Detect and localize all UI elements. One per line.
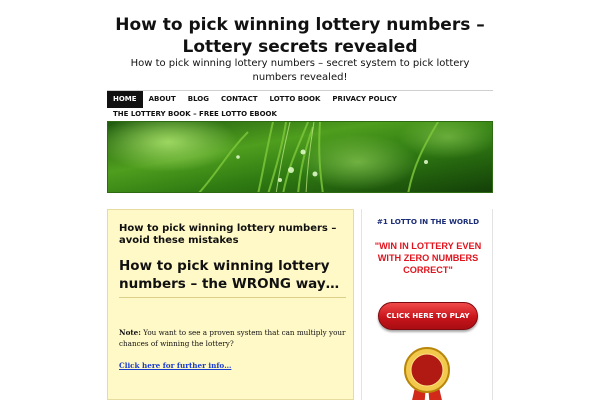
post-heading: How to pick winning lottery numbers – the WRONG way…	[119, 258, 340, 292]
note-label: Note:	[119, 328, 141, 337]
sidebar-ad	[361, 209, 493, 400]
nav-item-about[interactable]: ABOUT	[148, 95, 176, 103]
nav-item-lotto-book[interactable]: LOTTO BOOK	[269, 95, 321, 103]
secure-seal-icon	[402, 345, 452, 400]
site-title[interactable]: How to pick winning lottery numbers – Lottery secrets revealed	[115, 15, 485, 57]
sidebar-title: #1 LOTTO IN THE WORLD	[376, 217, 480, 226]
sidebar-tagline: "WIN IN LOTTERY EVEN WITH ZERO NUMBERS CORRECT"	[374, 241, 482, 275]
main-nav	[107, 90, 493, 122]
nav-item-contact[interactable]: CONTACT	[220, 95, 258, 103]
nav-row-secondary	[107, 108, 493, 122]
further-info-link[interactable]: Click here for further info…	[119, 361, 232, 370]
nav-item-privacy-policy[interactable]: PRIVACY POLICY	[332, 95, 397, 103]
header-banner-image	[107, 121, 493, 193]
page	[107, 0, 493, 400]
note-text: You want to see a proven system that can multiply your chances of winning the lottery?	[119, 328, 346, 348]
site-description: How to pick winning lottery numbers – secret system to pick lottery numbers revealed!	[130, 58, 470, 83]
divider	[119, 297, 346, 298]
grass-photo	[108, 122, 493, 193]
nav-item-home[interactable]: HOME	[107, 91, 143, 108]
nav-item-lottery-book[interactable]: THE LOTTERY BOOK – FREE LOTTO EBOOK	[113, 110, 277, 118]
post-content	[107, 209, 354, 400]
post-note	[119, 327, 349, 349]
click-to-play-button[interactable]: CLICK HERE TO PLAY	[378, 302, 478, 330]
post-title-link[interactable]: How to pick winning lottery numbers – avoid these mistakes	[119, 223, 337, 246]
nav-item-blog[interactable]: BLOG	[187, 95, 209, 103]
